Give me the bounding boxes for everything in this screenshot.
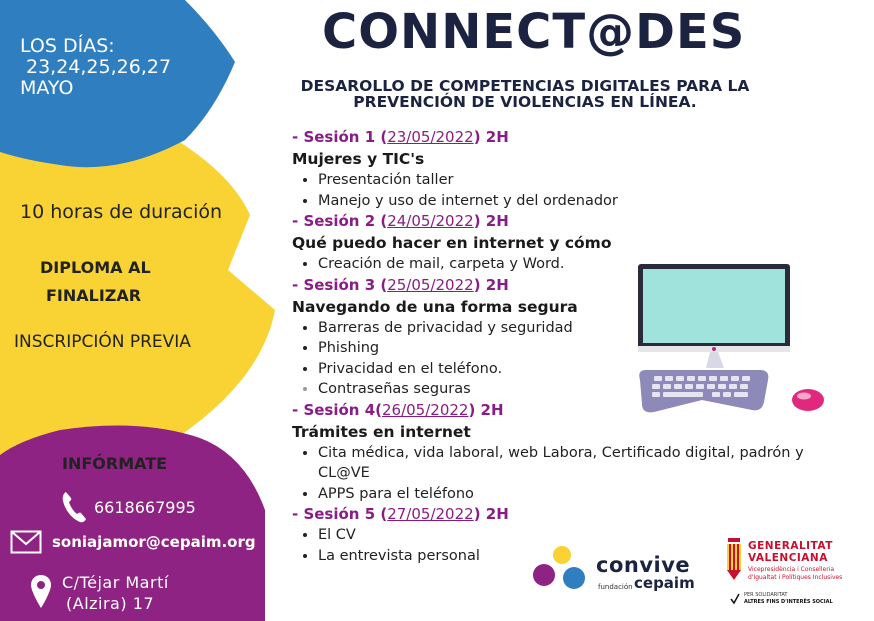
days-month: MAYO (20, 77, 74, 99)
course-days (20, 36, 171, 99)
list-item: • Cita médica, vida laboral, web Labora, Certificado digital, padrón y CL@VE (318, 443, 852, 484)
convive-logo-icon (532, 545, 592, 591)
list-item: • Phishing (318, 338, 852, 359)
mail-icon (10, 530, 42, 554)
subtitle-line-1: DESAROLLO DE COMPETENCIAS DIGITALES PARA LA (300, 77, 750, 95)
list-item: • APPS para el teléfono (318, 484, 852, 505)
generalitat-department (748, 566, 858, 582)
session-2-topic: Qué puedo hacer en internet y cómo (292, 234, 612, 252)
session-2-header: - Sesión 2 (24/05/2022) 2H (292, 212, 509, 230)
course-duration: 10 horas de duración (20, 201, 223, 223)
session-4-date-link[interactable]: 26/05/2022 (382, 400, 469, 419)
fundacion-label: fundación (598, 583, 633, 591)
list-item: • Contraseñas seguras (318, 379, 852, 400)
list-item: • Manejo y uso de internet y del ordenador (318, 191, 852, 212)
phone-icon (60, 490, 88, 524)
generalitat-shield-icon (724, 536, 744, 582)
inscription-note: INSCRIPCIÓN PREVIA (14, 332, 191, 352)
list-item: • La entrevista personal (318, 546, 852, 567)
session-5-date-link[interactable]: 27/05/2022 (387, 505, 474, 523)
location-pin-icon (30, 574, 52, 610)
list-item: • El CV (318, 525, 852, 546)
gv-line-1: GENERALITAT (748, 540, 833, 552)
convive-wordmark: convive (596, 553, 691, 577)
address-line-1: C/Téjar Martí (62, 573, 169, 592)
page-subtitle (270, 78, 780, 110)
session-4-topic: Trámites en internet (292, 422, 471, 441)
phone-number[interactable]: 6618667995 (94, 498, 196, 517)
diploma-note (40, 254, 151, 310)
list-item: • Barreras de privacidad y seguridad (318, 318, 852, 339)
session-3-header: - Sesión 3 (25/05/2022) 2H (292, 275, 509, 294)
gv-sub-line-2: d'Igualtat i Polítiques Inclusives (748, 574, 843, 581)
informate-heading: INFÓRMATE (62, 454, 168, 473)
days-dates: 23,24,25,26,27 (26, 56, 172, 78)
cepaim-wordmark: cepaim (634, 574, 695, 592)
session-4-header: - Sesión 4(26/05/2022) 2H (292, 400, 504, 419)
list-item: • Privacidad en el teléfono. (318, 359, 852, 380)
generalitat-name (748, 540, 833, 564)
social-purpose-label: ALTRES FINS D'INTERÈS SOCIAL (744, 599, 833, 605)
diploma-line-2: FINALIZAR (46, 286, 142, 305)
session-1-date-link[interactable]: 23/05/2022 (387, 128, 474, 146)
address (62, 572, 169, 614)
check-icon (730, 593, 740, 605)
subtitle-line-2: PREVENCIÓN DE VIOLENCIAS EN LÍNEA. (353, 93, 697, 111)
session-1-header: - Sesión 1 (23/05/2022) 2H (292, 128, 509, 146)
list-item: • Creación de mail, carpeta y Word. (318, 254, 852, 275)
gv-sub-line-1: Vicepresidència i Conselleria (748, 566, 835, 573)
gv-line-2: VALENCIANA (748, 552, 828, 564)
computer-illustration-icon (632, 262, 832, 422)
session-3-date-link[interactable]: 25/05/2022 (387, 275, 474, 294)
page-title: CONNECT@DES (322, 4, 746, 60)
session-1-topic: Mujeres y TIC's (292, 150, 425, 168)
days-label: LOS DÍAS: (20, 35, 115, 57)
session-4-list (292, 443, 852, 505)
list-item: • Presentación taller (318, 170, 852, 191)
session-1-list (292, 170, 852, 211)
address-line-2: (Alzira) 17 (66, 594, 155, 613)
solidarity-label: PER SOLIDARITAT (744, 592, 788, 598)
session-2-date-link[interactable]: 24/05/2022 (387, 212, 474, 230)
session-3-topic: Navegando de una forma segura (292, 297, 578, 316)
diploma-line-1: DIPLOMA AL (40, 258, 151, 277)
session-5-header: - Sesión 5 (27/05/2022) 2H (292, 505, 509, 523)
email-link[interactable]: soniajamor@cepaim.org (52, 533, 256, 551)
